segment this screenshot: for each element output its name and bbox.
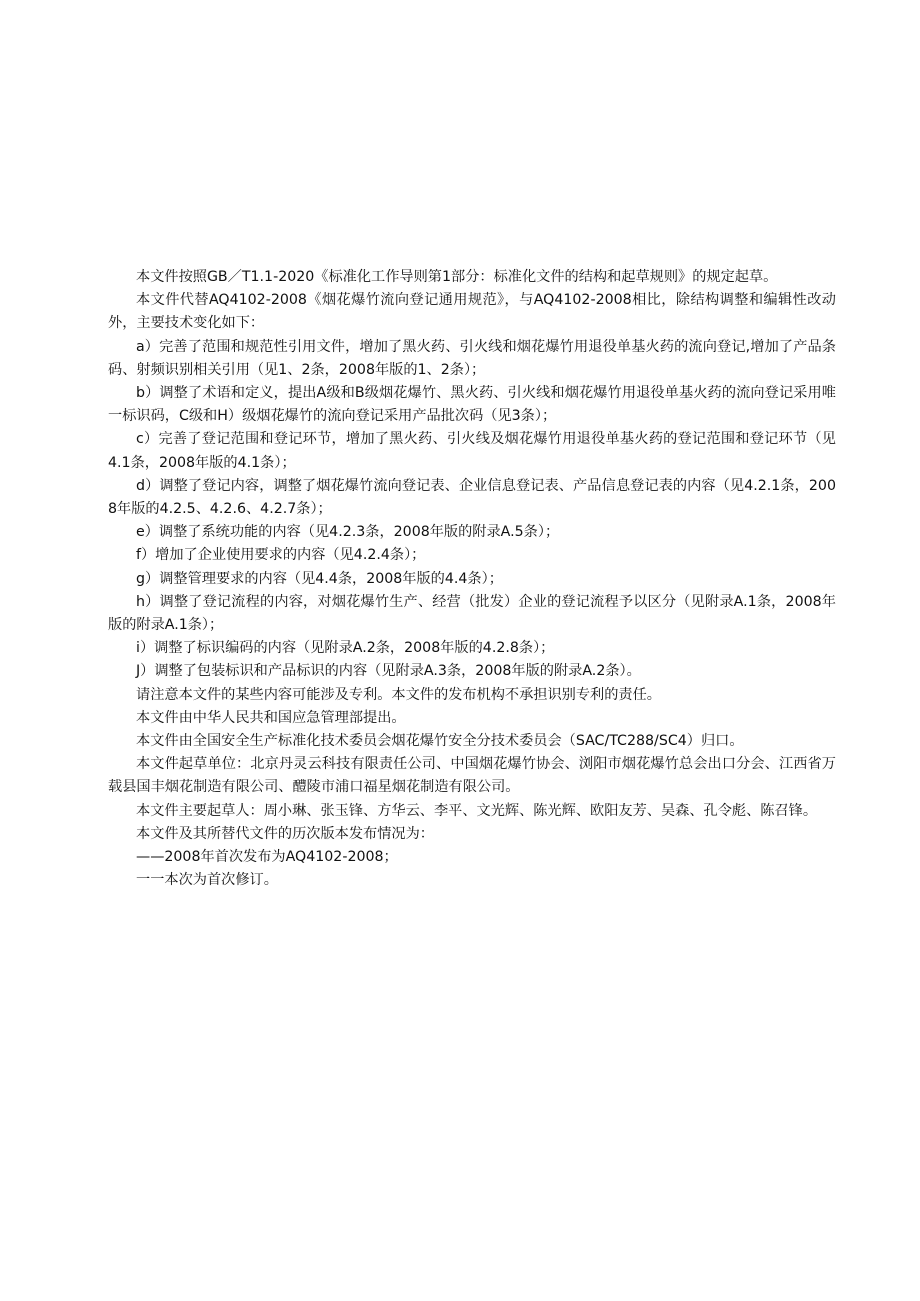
history-item-2008: ——2008年首次发布为AQ4102-2008； bbox=[136, 849, 398, 866]
foreword-body bbox=[108, 266, 836, 892]
proposer-paragraph: 本文件由中华人民共和国应急管理部提出。 bbox=[136, 709, 406, 726]
change-item-c: c）完善了登记范围和登记环节，增加了黑火药、引火线及烟花爆竹用退役单基火药的登记范围和登记环节（见4.1条，2008年版的4.1条）； bbox=[108, 431, 836, 471]
drafting-rules-paragraph: 本文件按照GB／T1.1-2020《标准化工作导则第1部分：标准化文件的结构和起草规则》的规定起草。 bbox=[136, 269, 778, 285]
change-item-g: g）调整管理要求的内容（见4.4条，2008年版的4.4条）； bbox=[136, 570, 503, 587]
replacement-paragraph: 本文件代替AQ4102-2008《烟花爆竹流向登记通用规范》，与AQ4102-2008相比，除结构调整和编辑性改动外，主要技术变化如下： bbox=[108, 292, 836, 332]
history-intro: 本文件及其所替代文件的历次版本发布情况为： bbox=[136, 825, 434, 842]
change-item-h: h）调整了登记流程的内容，对烟花爆竹生产、经营（批发）企业的登记流程予以区分（见附录A.1条，2008年版的附录A.1条）； bbox=[108, 593, 836, 634]
change-item-j: J）调整了包装标识和产品标识的内容（见附录A.3条，2008年版的附录A.2条）。 bbox=[136, 663, 641, 680]
patent-notice: 请注意本文件的某些内容可能涉及专利。本文件的发布机构不承担识别专利的责任。 bbox=[136, 686, 661, 703]
change-item-i: i）调整了标识编码的内容（见附录A.2条，2008年版的4.2.8条）； bbox=[136, 640, 555, 657]
history-item-revision: 一一本次为首次修订。 bbox=[136, 872, 278, 889]
drafters-paragraph: 本文件主要起草人：周小琳、张玉锋、方华云、李平、文光辉、陈光辉、欧阳友芳、吴森、孔令彪、陈召锋。 bbox=[136, 802, 818, 819]
change-item-b: b）调整了术语和定义，提出A级和B级烟花爆竹、黑火药、引火线和烟花爆竹用退役单基火药的流向登记采用唯一标识码，C级和H）级烟花爆竹的流向登记采用产品批次码（见3条）； bbox=[108, 385, 836, 425]
change-item-f: f）增加了企业使用要求的内容（见4.2.4条）； bbox=[136, 547, 426, 564]
committee-paragraph: 本文件由全国安全生产标准化技术委员会烟花爆竹安全分技术委员会（SAC/TC288/SC4）归口。 bbox=[136, 733, 744, 750]
change-item-d: d）调整了登记内容，调整了烟花爆竹流向登记表、企业信息登记表、产品信息登记表的内容（见4.2.1条，2008年版的4.2.5、4.2.6、4.2.7条）； bbox=[108, 477, 836, 518]
change-item-e: e）调整了系统功能的内容（见4.2.3条，2008年版的附录A.5条）； bbox=[136, 524, 560, 541]
change-item-a: a）完善了范围和规范性引用文件，增加了黑火药、引火线和烟花爆竹用退役单基火药的流向登记,增加了产品条码、射频识别相关引用（见1、2条，2008年版的1、2条）； bbox=[108, 338, 836, 378]
drafting-units-paragraph: 本文件起草单位：北京丹灵云科技有限责任公司、中国烟花爆竹协会、浏阳市烟花爆竹总会出口分会、江西省万载县国丰烟花制造有限公司、醴陵市浦口福星烟花制造有限公司。 bbox=[108, 756, 836, 796]
